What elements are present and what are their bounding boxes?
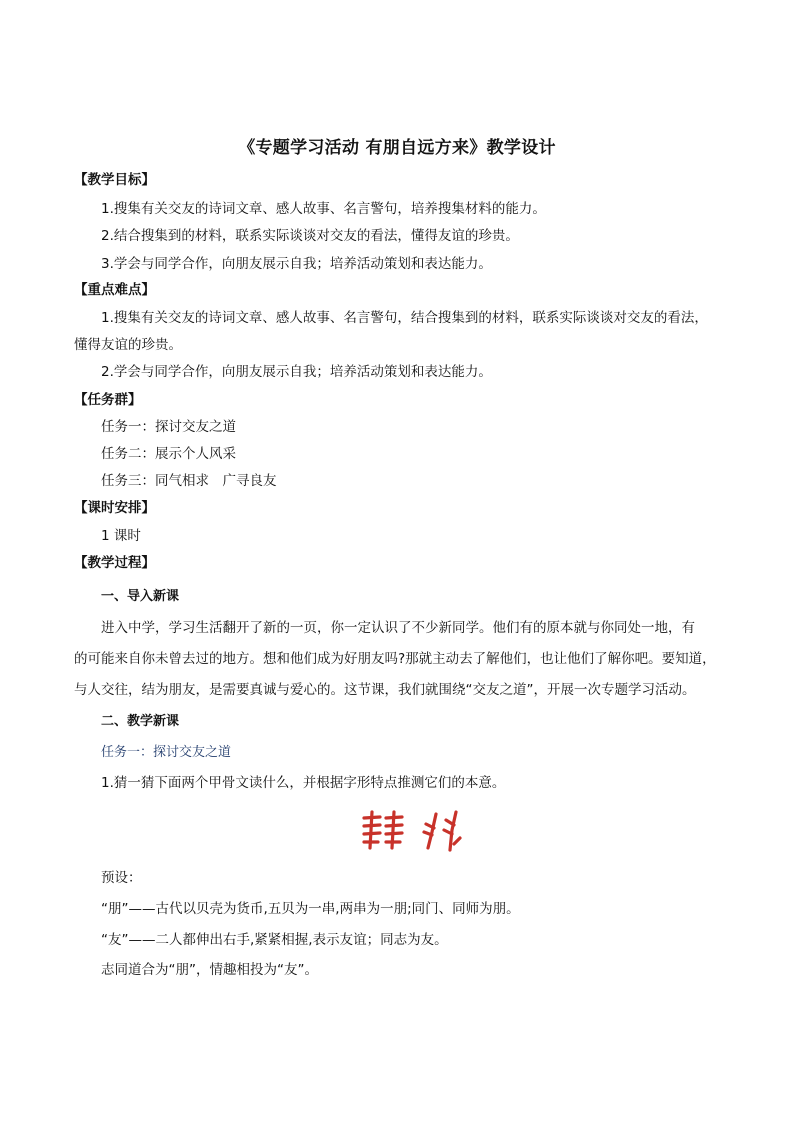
hours-value: 1 课时 bbox=[101, 528, 141, 544]
heading-goals: 【教学目标】 bbox=[74, 172, 155, 188]
task-item: 任务二：展示个人风采 bbox=[101, 446, 236, 462]
oracle-bone-glyphs bbox=[360, 808, 470, 852]
goal-item: 3.学会与同学合作，向朋友展示自我；培养活动策划和表达能力。 bbox=[101, 256, 492, 272]
intro-paragraph-line: 与人交往，结为朋友，是需要真诚与爱心的。这节课，我们就围绕“交友之道”，开展一次专题学习活动。 bbox=[74, 682, 696, 698]
preset-line: 志同道合为“朋”，情趣相投为“友”。 bbox=[101, 962, 318, 978]
subheading-intro: 一、导入新课 bbox=[101, 589, 180, 604]
task-item: 任务三：同气相求 广寻良友 bbox=[101, 473, 277, 489]
intro-paragraph-line: 进入中学，学习生活翻开了新的一页，你一定认识了不少新同学。他们有的原本就与你同处一地，有 bbox=[101, 620, 695, 636]
heading-process: 【教学过程】 bbox=[74, 555, 155, 571]
preset-line: “友”——二人都伸出右手,紧紧相握,表示友谊；同志为友。 bbox=[101, 932, 448, 948]
page-title: 《专题学习活动 有朋自远方来》教学设计 bbox=[238, 138, 556, 158]
goal-item: 1.搜集有关交友的诗词文章、感人故事、名言警句，培养搜集材料的能力。 bbox=[101, 201, 546, 217]
task-item: 任务一：探讨交友之道 bbox=[101, 419, 236, 435]
intro-paragraph-line: 的可能来自你未曾去过的地方。想和他们成为好朋友吗?那就主动去了解他们，也让他们了解你吧。要知道， bbox=[74, 651, 716, 667]
preset-line: “朋”——古代以贝壳为货币,五贝为一串,两串为一朋;同门、同师为朋。 bbox=[101, 901, 520, 917]
question-1: 1.猜一猜下面两个甲骨文读什么，并根据字形特点推测它们的本意。 bbox=[101, 775, 506, 791]
heading-hours: 【课时安排】 bbox=[74, 500, 155, 516]
key-point-item: 2.学会与同学合作，向朋友展示自我；培养活动策划和表达能力。 bbox=[101, 364, 492, 380]
preset-label: 预设： bbox=[101, 870, 142, 886]
subheading-new-lesson: 二、教学新课 bbox=[101, 714, 180, 729]
key-point-item-cont: 懂得友谊的珍贵。 bbox=[74, 337, 182, 353]
heading-key-points: 【重点难点】 bbox=[74, 282, 155, 298]
key-point-item: 1.搜集有关交友的诗词文章、感人故事、名言警句，结合搜集到的材料，联系实际谈谈对交友的看法， bbox=[101, 310, 708, 326]
task-one-label: 任务一：探讨交友之道 bbox=[101, 745, 232, 760]
oracle-bone-peng-icon bbox=[360, 808, 470, 852]
goal-item: 2.结合搜集到的材料，联系实际谈谈对交友的看法，懂得友谊的珍贵。 bbox=[101, 228, 519, 244]
heading-tasks: 【任务群】 bbox=[74, 392, 142, 408]
